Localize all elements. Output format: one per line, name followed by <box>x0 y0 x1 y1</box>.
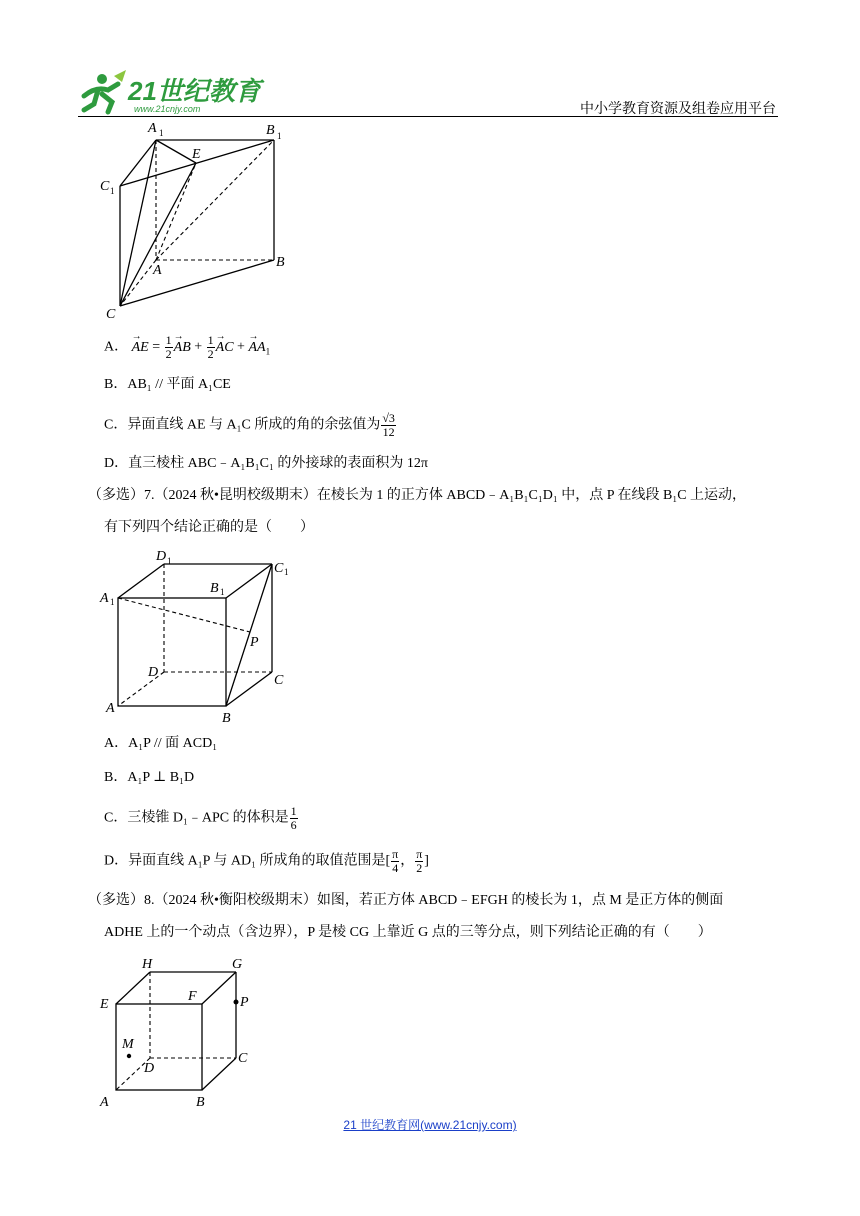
logo-text: 21世纪教育 <box>128 76 261 106</box>
svg-text:1: 1 <box>159 128 164 138</box>
q7-stem-line2: 有下列四个结论正确的是（ ） <box>104 520 314 535</box>
figure-cube-q8 <box>96 952 266 1110</box>
label-C: C <box>274 673 284 688</box>
logo-url: www.21cnjy.com <box>134 104 201 114</box>
label-M: M <box>122 1037 134 1052</box>
label-P: P <box>240 995 249 1010</box>
svg-text:1: 1 <box>167 556 172 566</box>
q6-option-d[interactable]: D．直三棱柱 ABC﹣A₁B₁C₁ 的外接球的表面积为 12π <box>104 456 428 471</box>
figure-prism <box>98 116 298 322</box>
label-A: A <box>100 1095 109 1110</box>
point-P <box>234 1000 239 1005</box>
label-E: E <box>100 997 109 1012</box>
site-logo <box>78 68 268 116</box>
label-A: A <box>153 263 162 278</box>
footer <box>0 1116 860 1133</box>
svg-text:1: 1 <box>284 567 289 577</box>
label-E: E <box>192 147 201 162</box>
label-A: A <box>106 701 115 716</box>
svg-text:1: 1 <box>110 597 115 607</box>
label-B1: B <box>266 123 275 138</box>
label-F: F <box>188 989 197 1004</box>
footer-link[interactable]: 21 世纪教育网(www.21cnjy.com) <box>343 1118 517 1132</box>
label-C1: C <box>274 561 284 576</box>
point-M <box>127 1054 131 1058</box>
label-B1: B <box>210 581 219 596</box>
svg-text:1: 1 <box>110 186 115 196</box>
label-A1: A <box>148 121 157 136</box>
q8-stem-line2: ADHE 上的一个动点（含边界），P 是棱 CG 上靠近 G 点的三等分点，则下列结论正确的有（ ） <box>104 925 712 940</box>
q6-option-c[interactable]: C．异面直线 AE 与 A₁C 所成的角的余弦值为 $\frac{√3}{12}$ <box>104 411 395 439</box>
platform-name: 中小学教育资源及组卷应用平台 <box>580 100 776 116</box>
q6-option-a[interactable]: A． → AE = $\frac{1}{2}$ → AB + $\frac{1}{2}$ → AC + → $AA_1$ <box>104 334 270 362</box>
q7-stem-line1: （多选）7.（2024 秋•昆明校级期末）在棱长为 1 的正方体 ABCD﹣A₁B₁C₁D₁ 中，点 P 在线段 B₁C 上运动， <box>88 488 747 503</box>
label-B: B <box>222 711 231 726</box>
q7-option-d[interactable]: D．异面直线 A₁P 与 AD₁ 所成角的取值范围是[ $\frac{\pi}{4}$ ， $\frac{\pi}{2}$ ] <box>104 847 429 875</box>
label-H: H <box>142 957 153 972</box>
label-B: B <box>196 1095 205 1110</box>
q7-option-b[interactable]: B．A₁P ⊥ B₁D <box>104 770 195 785</box>
runner-icon <box>84 70 126 112</box>
q8-stem-line1: （多选）8.（2024 秋•衡阳校级期末）如图，若正方体 ABCD﹣EFGH 的棱长为 1，点 M 是正方体的侧面 <box>88 893 724 908</box>
svg-text:1: 1 <box>277 131 282 141</box>
svg-text:1: 1 <box>220 587 225 597</box>
label-D1: D <box>156 549 167 564</box>
label-A1: A <box>100 591 109 606</box>
q6-option-b[interactable]: B．AB₁ // 平面 A₁CE <box>104 377 231 392</box>
q7-option-c[interactable]: C．三棱锥 D₁﹣APC 的体积是 $\frac{1}{6}$ <box>104 804 297 832</box>
label-D: D <box>144 1061 155 1076</box>
label-C1: C <box>100 179 110 194</box>
label-D: D <box>148 665 159 680</box>
label-C: C <box>106 307 116 322</box>
figure-cube-q7 <box>98 544 298 726</box>
label-G: G <box>232 957 243 972</box>
q7-option-a[interactable]: A．A₁P // 面 ACD₁ <box>104 736 218 751</box>
label-C: C <box>238 1051 248 1066</box>
label-B: B <box>276 255 285 270</box>
label-P: P <box>250 635 259 650</box>
